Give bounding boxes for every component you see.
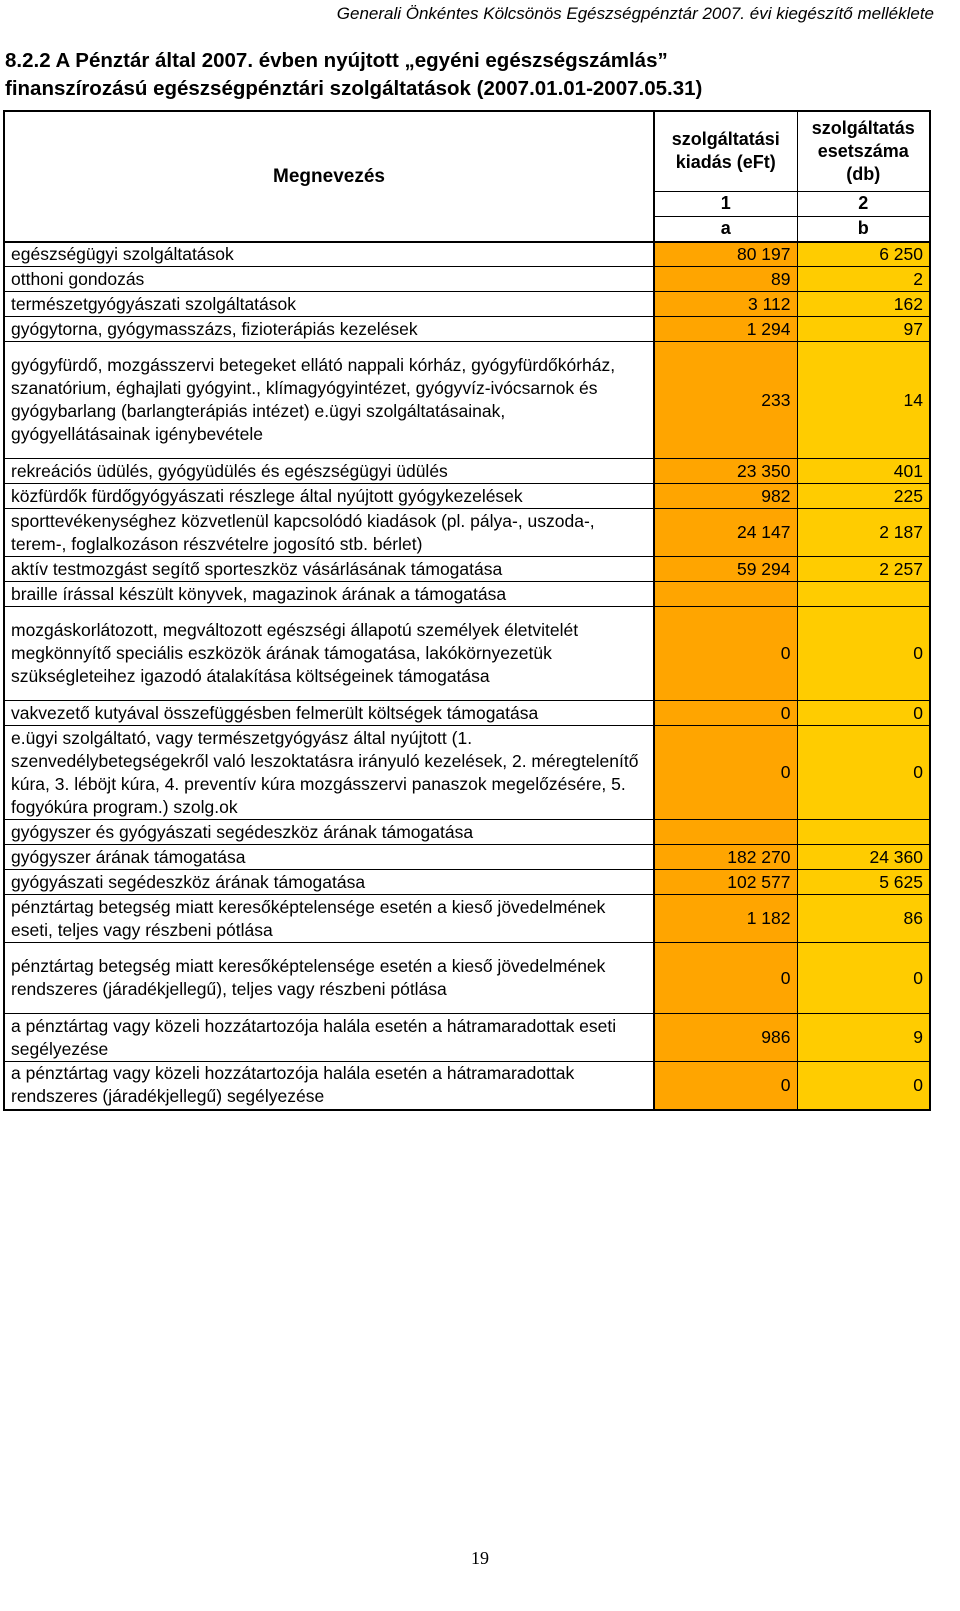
cases-value: 225: [797, 484, 930, 509]
cases-value: 9: [797, 1014, 930, 1062]
expense-value: 89: [654, 267, 797, 292]
row-label: rekreációs üdülés, gyógyüdülés és egészségügyi üdülés: [4, 459, 654, 484]
cases-value: [797, 582, 930, 607]
table-row: [4, 317, 930, 342]
services-table: [3, 110, 931, 1111]
table-row: [4, 509, 930, 557]
row-label: a pénztártag vagy közeli hozzátartozója halála esetén a hátramaradottak rendszeres (járadékjellegű) segélyezése: [4, 1062, 654, 1110]
expense-value: 59 294: [654, 557, 797, 582]
expense-value: 3 112: [654, 292, 797, 317]
running-header: Generali Önkéntes Kölcsönös Egészségpénztár 2007. évi kiegészítő melléklete: [336, 4, 934, 23]
table-row: [4, 484, 930, 509]
cases-value: 401: [797, 459, 930, 484]
table-row: [4, 459, 930, 484]
cases-value: 0: [797, 607, 930, 701]
col-letter-a: a: [654, 216, 797, 242]
expense-value: 23 350: [654, 459, 797, 484]
row-label: gyógyfürdő, mozgásszervi betegeket ellátó nappali kórház, gyógyfürdőkórház, szanatórium, éghajlati gyógyint., klímagyógyintézet, gyógyvíz-ivócsarnok és gyógybarlang (barlangterápiás intézet) e.ügyi szolgáltatásainak, gyógyellátásainak igénybevétele: [4, 342, 654, 459]
expense-value: 102 577: [654, 870, 797, 895]
expense-value: 1 294: [654, 317, 797, 342]
expense-value: 982: [654, 484, 797, 509]
expense-value: 986: [654, 1014, 797, 1062]
row-label: aktív testmozgást segítő sporteszköz vásárlásának támogatása: [4, 557, 654, 582]
cases-value: 14: [797, 342, 930, 459]
row-label: gyógyászati segédeszköz árának támogatása: [4, 870, 654, 895]
row-label: braille írással készült könyvek, magazinok árának a támogatása: [4, 582, 654, 607]
expense-value: 80 197: [654, 242, 797, 267]
cases-value: 97: [797, 317, 930, 342]
table-row: [4, 557, 930, 582]
row-label: egészségügyi szolgáltatások: [4, 242, 654, 267]
table-row: [4, 242, 930, 267]
table-row: [4, 1014, 930, 1062]
cases-value: 5 625: [797, 870, 930, 895]
table-row: [4, 342, 930, 459]
section-title: [5, 47, 955, 103]
col-number-1: 1: [654, 191, 797, 216]
row-label: sporttevékenységhez közvetlenül kapcsolódó kiadások (pl. pálya-, uszoda-, terem-, foglalkozáson részvételre jogosító stb. bérlet): [4, 509, 654, 557]
cases-value: 2 187: [797, 509, 930, 557]
cases-value: 2 257: [797, 557, 930, 582]
row-label: mozgáskorlátozott, megváltozott egészségi állapotú személyek életvitelét megkönnyítő speciális eszközök árának támogatása, lakókörnyezetük szükségleteihez igazodó átalakítása költségeinek támogatása: [4, 607, 654, 701]
table-row: [4, 943, 930, 1014]
col-header-cases: szolgáltatás esetszáma (db): [797, 111, 930, 191]
expense-value: 1 182: [654, 895, 797, 943]
col-header-name: Megnevezés: [4, 111, 654, 242]
page-number: 19: [471, 1548, 489, 1568]
cases-value: 0: [797, 726, 930, 820]
table-row: [4, 607, 930, 701]
table-row: [4, 267, 930, 292]
table-row: [4, 582, 930, 607]
col-letter-b: b: [797, 216, 930, 242]
cases-value: 86: [797, 895, 930, 943]
col-number-2: 2: [797, 191, 930, 216]
table-row: [4, 726, 930, 820]
expense-value: 233: [654, 342, 797, 459]
table-row: [4, 701, 930, 726]
row-label: otthoni gondozás: [4, 267, 654, 292]
table-row: [4, 870, 930, 895]
section-title-line-2: finanszírozású egészségpénztári szolgáltatások (2007.01.01-2007.05.31): [5, 77, 703, 100]
expense-value: 0: [654, 943, 797, 1014]
row-label: gyógyszer árának támogatása: [4, 845, 654, 870]
col-header-expense: szolgáltatási kiadás (eFt): [654, 111, 797, 191]
expense-value: 0: [654, 1062, 797, 1110]
row-label: gyógyszer és gyógyászati segédeszköz árának támogatása: [4, 820, 654, 845]
cases-value: 162: [797, 292, 930, 317]
table-row: [4, 292, 930, 317]
expense-value: 182 270: [654, 845, 797, 870]
expense-value: 0: [654, 607, 797, 701]
row-label: közfürdők fürdőgyógyászati részlege által nyújtott gyógykezelések: [4, 484, 654, 509]
table-row: [4, 820, 930, 845]
cases-value: 0: [797, 1062, 930, 1110]
table-row: [4, 895, 930, 943]
expense-value: [654, 820, 797, 845]
expense-value: 0: [654, 726, 797, 820]
cases-value: 0: [797, 943, 930, 1014]
cases-value: 24 360: [797, 845, 930, 870]
row-label: a pénztártag vagy közeli hozzátartozója halála esetén a hátramaradottak eseti segélyezése: [4, 1014, 654, 1062]
section-title-line-1: 8.2.2 A Pénztár által 2007. évben nyújtott „egyéni egészségszámlás”: [5, 49, 668, 72]
expense-value: [654, 582, 797, 607]
cases-value: [797, 820, 930, 845]
table-row: [4, 845, 930, 870]
expense-value: 0: [654, 701, 797, 726]
expense-value: 24 147: [654, 509, 797, 557]
cases-value: 2: [797, 267, 930, 292]
row-label: gyógytorna, gyógymasszázs, fizioterápiás kezelések: [4, 317, 654, 342]
cases-value: 6 250: [797, 242, 930, 267]
row-label: e.ügyi szolgáltató, vagy természetgyógyász által nyújtott (1. szenvedélybetegségekről való leszoktatásra irányuló kezelések, 2. méregtelenítő kúra, 3. léböjt kúra, 4. preventív kúra mozgásszervi panaszok megelőzésére, 5. fogyókúra program.) szolg.ok: [4, 726, 654, 820]
row-label: vakvezető kutyával összefüggésben felmerült költségek támogatása: [4, 701, 654, 726]
row-label: pénztártag betegség miatt keresőképtelensége esetén a kieső jövedelmének eseti, teljes vagy részbeni pótlása: [4, 895, 654, 943]
cases-value: 0: [797, 701, 930, 726]
row-label: természetgyógyászati szolgáltatások: [4, 292, 654, 317]
row-label: pénztártag betegség miatt keresőképtelensége esetén a kieső jövedelmének rendszeres (járadékjellegű), teljes vagy részbeni pótlása: [4, 943, 654, 1014]
table-row: [4, 1062, 930, 1110]
